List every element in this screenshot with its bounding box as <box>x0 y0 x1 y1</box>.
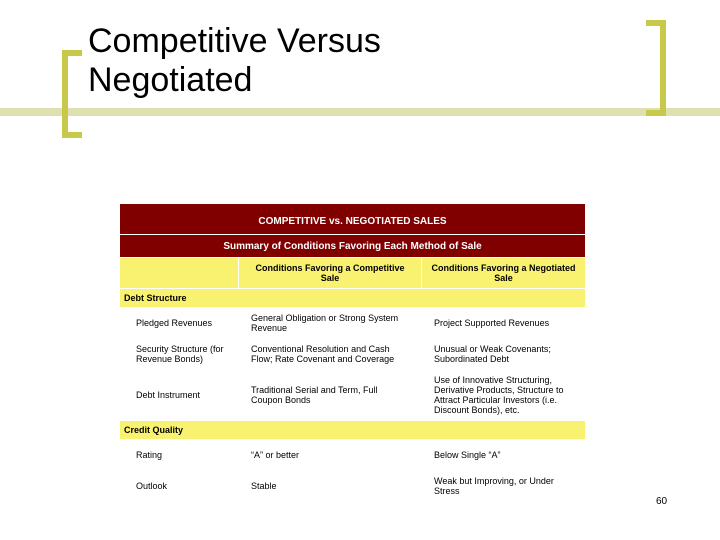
competitive-cell: Conventional Resolution and Cash Flow; Rate Covenant and Coverage <box>239 339 422 370</box>
decorative-stripe <box>0 108 720 116</box>
column-header-negotiated: Conditions Favoring a Negotiated Sale <box>422 258 586 289</box>
table-row <box>120 308 586 339</box>
table-row <box>120 339 586 370</box>
left-bracket-decoration <box>62 50 82 138</box>
row-label: Debt Instrument <box>120 370 239 421</box>
negotiated-cell: Use of Innovative Structuring, Derivative Products, Structure to Attract Particular Investors (i.e. Discount Bonds), etc. <box>422 370 586 421</box>
row-label: Rating <box>120 440 239 471</box>
table-row <box>120 440 586 471</box>
comparison-table <box>119 203 586 502</box>
table-row <box>120 471 586 502</box>
column-header-competitive: Conditions Favoring a Competitive Sale <box>239 258 422 289</box>
column-header-blank <box>120 258 239 289</box>
negotiated-cell: Below Single “A” <box>422 440 586 471</box>
slide-title <box>88 22 608 100</box>
competitive-cell: Traditional Serial and Term, Full Coupon Bonds <box>239 370 422 421</box>
right-bracket-decoration <box>646 20 666 116</box>
section-label: Credit Quality <box>120 421 586 440</box>
competitive-cell: General Obligation or Strong System Revenue <box>239 308 422 339</box>
column-header-row <box>120 258 586 289</box>
section-label: Debt Structure <box>120 289 586 308</box>
competitive-cell: Stable <box>239 471 422 502</box>
title-line-2: Negotiated <box>88 61 253 99</box>
section-row-credit-quality <box>120 421 586 440</box>
section-row-debt-structure <box>120 289 586 308</box>
negotiated-cell: Project Supported Revenues <box>422 308 586 339</box>
row-label: Pledged Revenues <box>120 308 239 339</box>
page-number: 60 <box>656 496 668 507</box>
row-label: Outlook <box>120 471 239 502</box>
comparison-table-container <box>119 203 585 502</box>
table-row <box>120 370 586 421</box>
title-line-1: Competitive Versus <box>88 22 381 60</box>
competitive-cell: “A” or better <box>239 440 422 471</box>
negotiated-cell: Weak but Improving, or Under Stress <box>422 471 586 502</box>
table-subtitle: Summary of Conditions Favoring Each Method of Sale <box>120 235 586 258</box>
negotiated-cell: Unusual or Weak Covenants; Subordinated Debt <box>422 339 586 370</box>
table-title: COMPETITIVE vs. NEGOTIATED SALES <box>120 204 586 235</box>
row-label: Security Structure (for Revenue Bonds) <box>120 339 239 370</box>
